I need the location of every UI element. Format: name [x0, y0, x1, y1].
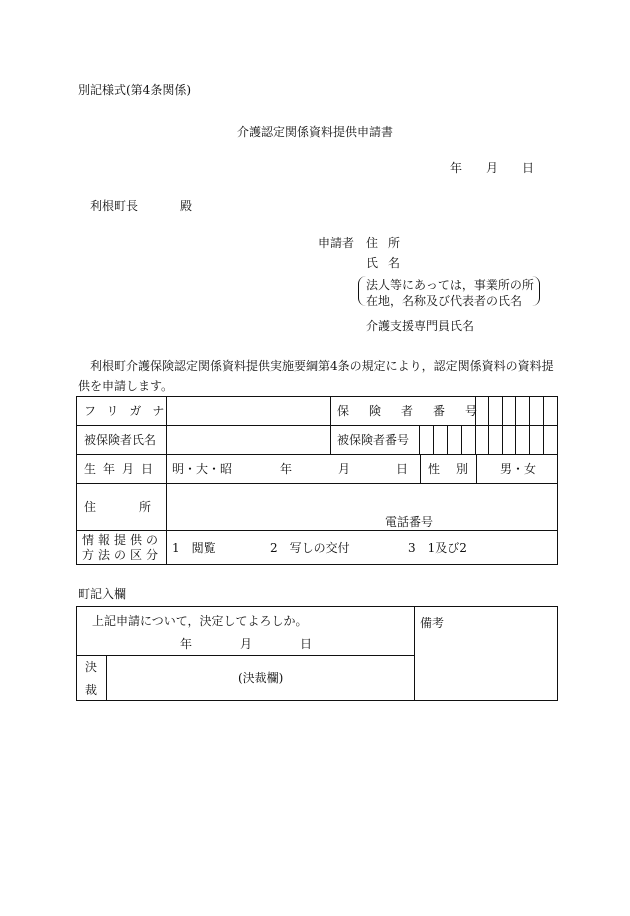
- birth-month-label: 月: [338, 462, 351, 476]
- insured-name-label: 被保険者氏名: [84, 433, 157, 447]
- decision-year-label: 年: [180, 637, 193, 651]
- sex-options[interactable]: 男・女: [500, 462, 537, 476]
- phone-label: 電話番号: [385, 515, 434, 529]
- method-option-copy[interactable]: 2 写しの交付: [270, 541, 350, 555]
- birth-year-label: 年: [280, 462, 293, 476]
- applicant-address-label: 住所: [366, 236, 411, 250]
- office-section-label: 町記入欄: [78, 587, 127, 601]
- remarks-label: 備考: [420, 616, 445, 630]
- recipient: 利根町長: [90, 199, 139, 213]
- document-title: 介護認定関係資料提供申請書: [236, 125, 393, 139]
- corporate-note-line-1: 法人等にあっては，事業所の所: [366, 278, 534, 292]
- method-option-view[interactable]: 1 閲覧: [172, 541, 216, 555]
- decision-day-label: 日: [300, 637, 313, 651]
- corporate-note-line-2: 在地，名称及び代表者の氏名: [366, 294, 523, 308]
- date-month-label: 月: [486, 161, 499, 175]
- insured-number-label: 被保険者番号: [337, 433, 410, 447]
- insurer-number-field[interactable]: [476, 398, 556, 424]
- care-manager-label: 介護支援専門員氏名: [366, 319, 475, 333]
- birth-date-label: 生年月日: [84, 462, 161, 476]
- date-year-label: 年: [450, 161, 463, 175]
- birth-day-label: 日: [396, 462, 409, 476]
- insured-name-field[interactable]: [168, 427, 329, 453]
- furigana-field[interactable]: [168, 398, 329, 424]
- method-option-both[interactable]: 3 1及び2: [408, 541, 467, 555]
- address-field[interactable]: [168, 485, 556, 513]
- date-day-label: 日: [522, 161, 535, 175]
- furigana-label: フリガナ: [84, 404, 176, 418]
- insured-number-field[interactable]: [420, 427, 556, 453]
- decision-month-label: 月: [240, 637, 253, 651]
- insurer-number-label: 保険者番号: [337, 404, 498, 418]
- address-label: 住所: [84, 500, 195, 514]
- honorific: 殿: [180, 199, 193, 213]
- sex-label: 性別: [428, 462, 485, 476]
- applicant-label: 申請者: [318, 236, 355, 250]
- decision-text: 上記申請について，決定してよろしか。: [92, 614, 308, 628]
- body-paragraph: 利根町介護保険認定関係資料提供実施要綱第4条の規定により，認定関係資料の資料提供を申請します。: [78, 359, 554, 393]
- method-label-line-2: 方法の区分: [82, 548, 163, 562]
- era-options[interactable]: 明・大・昭: [172, 462, 233, 476]
- approval-field-label: (決裁欄): [238, 671, 284, 685]
- applicant-name-label: 氏名: [366, 256, 411, 270]
- form-id: 別記様式(第4条関係): [78, 83, 191, 97]
- method-label-line-1: 情報提供の: [82, 533, 163, 547]
- approval-char-1: 決: [85, 660, 98, 674]
- approval-char-2: 裁: [85, 683, 98, 697]
